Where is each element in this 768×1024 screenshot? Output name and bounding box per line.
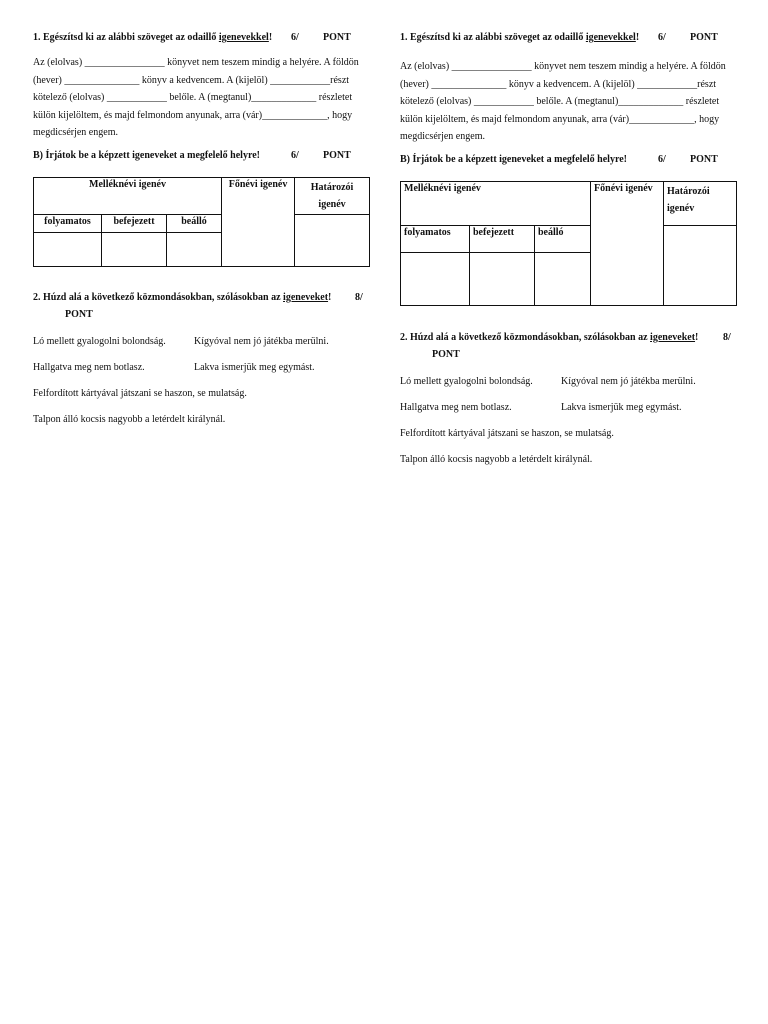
header-befejezett: befejezett [102,215,167,233]
proverb-row-1 [33,336,329,347]
proverb-5: Felfordított kártyával játszani se haszon, se mulatság. [33,388,247,399]
proverb-row-2 [33,362,315,373]
proverb-4: Lakva ismerjük meg egymást. [561,402,682,413]
proverb-3: Hallgatva meg nem botlasz. [400,402,512,413]
answer-cell-befejezett[interactable] [102,233,167,267]
header-folyamatos: folyamatos [401,226,470,253]
answer-cell-beallo[interactable] [167,233,222,267]
header-beallo: beálló [535,226,591,253]
task1-pont: PONT [690,32,718,43]
header-hatarozoi: Határozói igenév [664,182,737,226]
header-mellek: Melléknévi igenév [34,178,222,215]
answer-cell-folyamatos[interactable] [34,233,102,267]
task1-heading: 1. Egészítsd ki az alábbi szöveget az odaillő igenevekkel! [400,32,640,43]
task2-heading: 2. Húzd alá a következő közmondásokban, szólásokban az igeneveket! [400,332,699,343]
taskB-score: 6/ [658,154,666,165]
answer-cell-hatarozoi[interactable] [664,226,737,306]
igenev-table [400,181,737,306]
answer-cell-hatarozoi[interactable] [295,215,370,267]
proverb-6: Talpon álló kocsis nagyobb a letérdelt királynál. [400,454,593,465]
proverb-row-1 [400,376,696,387]
task2-score: 8/ [355,292,363,303]
proverb-2: Kígyóval nem jó játékba merülni. [561,376,696,387]
answer-cell-befejezett[interactable] [470,253,535,306]
taskB-heading: B) Írjátok be a képzett igeneveket a megfelelő helyre! [400,154,627,165]
task2-score: 8/ [723,332,731,343]
proverb-row-2 [400,402,682,413]
header-fonevi: Főnévi igenév [591,182,664,306]
header-folyamatos: folyamatos [34,215,102,233]
task2-pont: PONT [65,309,93,320]
taskB-heading: B) Írjátok be a képzett igeneveket a megfelelő helyre! [33,150,260,161]
task1-score: 6/ [658,32,666,43]
proverb-5: Felfordított kártyával játszani se haszon, se mulatság. [400,428,614,439]
header-beallo: beálló [167,215,222,233]
task2-pont: PONT [432,349,460,360]
header-fonevi: Főnévi igenév [222,178,295,267]
taskB-pont: PONT [323,150,351,161]
header-befejezett: befejezett [470,226,535,253]
task2-heading: 2. Húzd alá a következő közmondásokban, szólásokban az igeneveket! [33,292,332,303]
proverb-1: Ló mellett gyalogolni bolondság. [400,376,533,387]
proverb-1: Ló mellett gyalogolni bolondság. [33,336,166,347]
task1-score: 6/ [291,32,299,43]
igenev-table [33,177,370,267]
header-mellek: Melléknévi igenév [401,182,591,226]
proverb-2: Kígyóval nem jó játékba merülni. [194,336,329,347]
taskB-pont: PONT [690,154,718,165]
proverb-4: Lakva ismerjük meg egymást. [194,362,315,373]
answer-cell-beallo[interactable] [535,253,591,306]
answer-cell-folyamatos[interactable] [401,253,470,306]
task1-pont: PONT [323,32,351,43]
proverb-3: Hallgatva meg nem botlasz. [33,362,145,373]
taskB-score: 6/ [291,150,299,161]
header-hatarozoi: Határozói igenév [295,178,370,215]
task1-text: Az (elolvas) ________________ könyvet nem teszem mindig a helyére. A földön (hever) _______________ könyv a kedvencem. A (kijelöl) ____________részt kötelező (elolvas) ____________ belőle. A (megtanul)_____________ részletet külön kijelöltem, és majd felmondom anyunak, arra (vár)_____________, hogy megdicsérjen engem. [400,61,726,142]
proverb-6: Talpon álló kocsis nagyobb a letérdelt királynál. [33,414,226,425]
task1-text: Az (elolvas) ________________ könyvet nem teszem mindig a helyére. A földön (hever) _______________ könyv a kedvencem. A (kijelöl) ____________részt kötelező (elolvas) ____________ belőle. A (megtanul)_____________ részletet külön kijelöltem, és majd felmondom anyunak, arra (vár)_____________, hogy megdicsérjen engem. [33,57,359,138]
task1-heading: 1. Egészítsd ki az alábbi szöveget az odaillő igenevekkel! [33,32,273,43]
